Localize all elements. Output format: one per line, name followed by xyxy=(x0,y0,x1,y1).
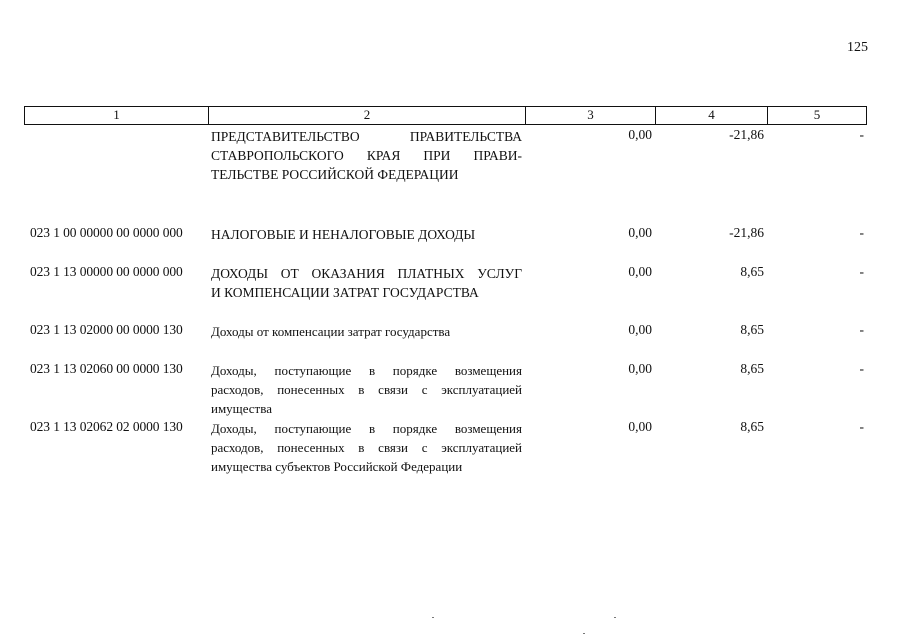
header-col-1: 1 xyxy=(25,107,209,124)
row-name xyxy=(211,361,522,418)
row-name-line: Доходы от компенсации затрат государства xyxy=(211,324,451,339)
row-name-line: СТАВРОПОЛЬСКОГО КРАЯ ПРИ ПРАВИ- xyxy=(211,148,522,163)
row-col4-value: 8,65 xyxy=(740,322,764,337)
page-number: 125 xyxy=(847,40,868,55)
row-col3-value: 0,00 xyxy=(628,225,652,240)
scan-speck xyxy=(432,617,434,618)
row-name-line: имущества xyxy=(211,401,272,416)
row-name-line: Доходы, поступающие в порядке возмещения xyxy=(211,421,522,436)
row-col4-value: 8,65 xyxy=(740,361,764,376)
row-name-line: ПРЕДСТАВИТЕЛЬСТВО ПРАВИТЕЛЬСТВА xyxy=(211,129,522,144)
scan-speck xyxy=(614,617,616,618)
row-col5-value: - xyxy=(859,225,864,240)
row-name xyxy=(211,264,522,302)
row-col3-value: 0,00 xyxy=(628,361,652,376)
row-col4-value: 8,65 xyxy=(740,264,764,279)
row-name xyxy=(211,322,522,341)
header-col-2: 2 xyxy=(209,107,526,124)
row-col5-value: - xyxy=(859,322,864,337)
row-name-line: расходов, понесенных в связи с эксплуатацией xyxy=(211,382,522,397)
row-name-line: Доходы, поступающие в порядке возмещения xyxy=(211,363,522,378)
scan-speck xyxy=(583,633,585,634)
row-name-line: НАЛОГОВЫЕ И НЕНАЛОГОВЫЕ ДОХОДЫ xyxy=(211,227,476,242)
row-name xyxy=(211,225,522,244)
row-name-line: ТЕЛЬСТВЕ РОССИЙСКОЙ ФЕДЕРАЦИИ xyxy=(211,167,459,182)
row-name xyxy=(211,127,522,184)
row-col4-value: 8,65 xyxy=(740,419,764,434)
header-col-3: 3 xyxy=(526,107,656,124)
row-name-line: ДОХОДЫ ОТ ОКАЗАНИЯ ПЛАТНЫХ УСЛУГ xyxy=(211,266,522,281)
row-col3-value: 0,00 xyxy=(628,264,652,279)
row-col5-value: - xyxy=(859,361,864,376)
row-name-line: имущества субъектов Российской Федерации xyxy=(211,459,463,474)
row-name-line: И КОМПЕНСАЦИИ ЗАТРАТ ГОСУДАРСТВА xyxy=(211,285,479,300)
row-col4-value: -21,86 xyxy=(729,127,764,142)
row-code: 023 1 13 02062 02 0000 130 xyxy=(30,419,183,434)
row-col5-value: - xyxy=(859,127,864,142)
row-name xyxy=(211,419,522,476)
row-col3-value: 0,00 xyxy=(628,322,652,337)
row-code: 023 1 13 02000 00 0000 130 xyxy=(30,322,183,337)
row-col3-value: 0,00 xyxy=(628,419,652,434)
row-col5-value: - xyxy=(859,264,864,279)
header-col-5: 5 xyxy=(813,107,821,122)
row-col5-value: - xyxy=(859,419,864,434)
row-code: 023 1 13 02060 00 0000 130 xyxy=(30,361,183,376)
row-code: 023 1 00 00000 00 0000 000 xyxy=(30,225,183,240)
row-col4-value: -21,86 xyxy=(729,225,764,240)
table-header xyxy=(24,106,867,125)
row-code: 023 1 13 00000 00 0000 000 xyxy=(30,264,183,279)
header-col-4: 4 xyxy=(656,107,768,124)
row-name-line: расходов, понесенных в связи с эксплуатацией xyxy=(211,440,522,455)
row-col3-value: 0,00 xyxy=(628,127,652,142)
